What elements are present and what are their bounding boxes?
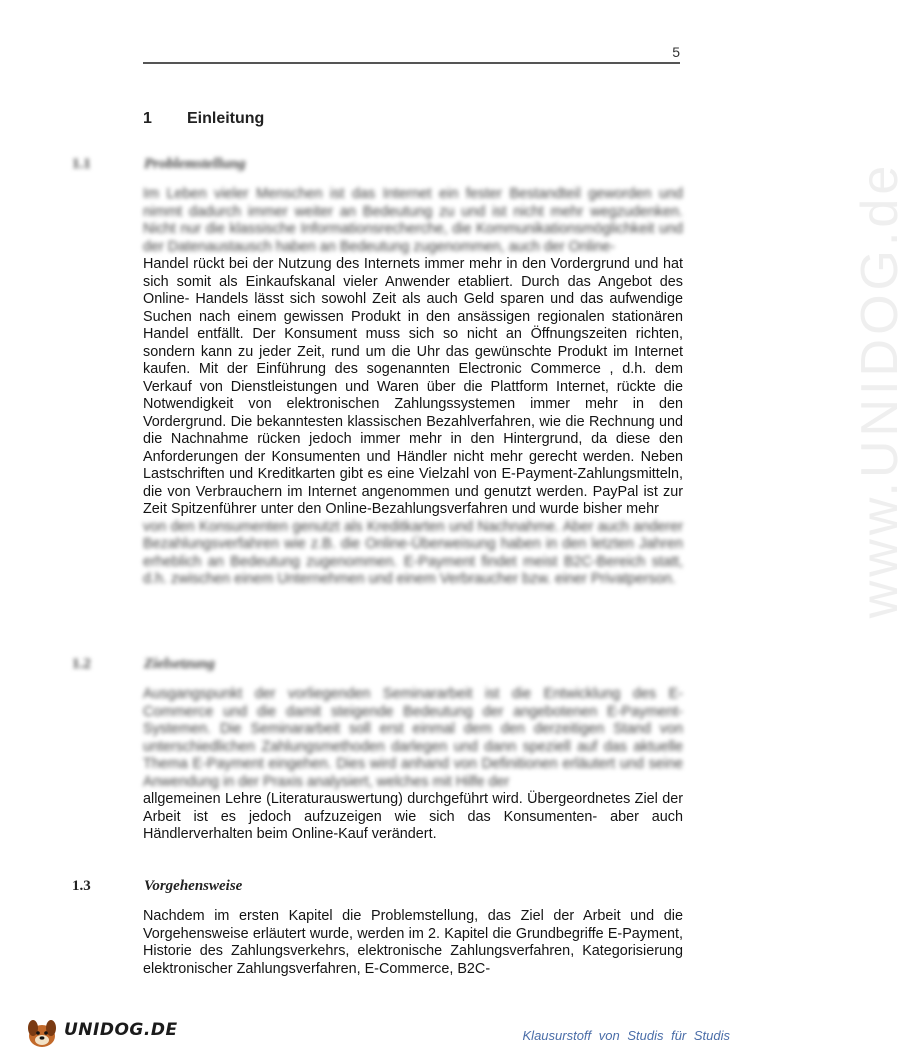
section-title: Problemstellung	[144, 156, 246, 172]
paragraph-vorgehensweise	[143, 908, 683, 978]
footer-tagline: Klausurstoff von Studis für Studis	[522, 1028, 730, 1043]
section-number: 1.1	[72, 156, 91, 172]
unidog-logo	[22, 1014, 182, 1050]
section-number: 1.3	[72, 878, 91, 894]
page-number: 5	[672, 44, 680, 60]
paragraph-problemstellung	[143, 186, 683, 589]
logo-text: UNIDOG.DE	[64, 1020, 178, 1040]
section-title: Zielsetzung	[144, 656, 215, 672]
watermark: www.UNIDOG.de	[851, 161, 909, 619]
section-number: 1.2	[72, 656, 91, 672]
section-heading-1-2	[72, 656, 215, 673]
chapter-number: 1	[143, 110, 152, 127]
dog-icon	[22, 1014, 62, 1050]
chapter-title: Einleitung	[187, 110, 265, 127]
paragraph-text: allgemeinen Lehre (Literaturauswertung) durchgeführt wird. Übergeordnetes Ziel der Arbeit ist es jedoch aufzuzeigen wie sich das Konsumenten- aber auch Händlerverhalten beim Online-Kauf verändert.	[143, 791, 683, 842]
paragraph-text-blurred: von den Konsumenten genutzt als Kreditkarten und Nachnahme. Aber auch anderer Bezahlungsverfahren wie z.B. die Online-Überweisung haben in den letzten Jahren erheblich an Bedeutung zugenommen. E-Payment findet meist B2C-Bereich statt, d.h. zwischen einem Unternehmen und einem Verbraucher bzw. einer Privatperson.	[143, 518, 683, 587]
paragraph-text: Nachdem im ersten Kapitel die Problemstellung, das Ziel der Arbeit und die Vorgehensweise erläutert wurde, werden im 2. Kapitel die Grundbegriffe E-Payment, Historie des Zahlungsverkehrs, elektronische Zahlungsverfahren, Kategorisierung elektronischer Zahlungsverfahren, E-Commerce, B2C-	[143, 908, 683, 977]
paragraph-zielsetzung	[143, 686, 683, 844]
paragraph-text-blurred: Im Leben vieler Menschen ist das Internet ein fester Bestandteil geworden und nimmt dadurch immer weiter an Bedeutung zu und ist nicht mehr wegzudenken. Nicht nur die klassische Informationsrecherche, die Kommunikationsmöglichkeit und der Datenaustausch haben an Bedeutung zugenommen, auch der Online-	[143, 186, 683, 255]
paragraph-text-blurred: Ausgangspunkt der vorliegenden Seminararbeit ist die Entwicklung des E-Commerce und die damit steigende Bedeutung der angebotenen E-Payment-Systemen. Die Seminararbeit soll erst einmal dem den derzeitigen Stand von unterschiedlichen Zahlungsmethoden darlegen und dann speziell auf das aktuelle Thema E-Payment eingehen. Dies wird anhand von Definitionen erläutert und seine Anwendung in der Praxis analysiert, welches mit Hilfe der	[143, 686, 683, 790]
chapter-heading	[143, 110, 264, 128]
section-heading-1-3	[72, 878, 242, 895]
paragraph-text: Handel rückt bei der Nutzung des Internets immer mehr in den Vordergrund und hat sich somit als Einkaufskanal vieler Anwender etabliert. Durch das Angebot des Online- Handels lässt sich sowohl Zeit als auch Geld sparen und das aufwendige Suchen nach einem gewissen Produkt in den ansässigen regionalen stationären Handel entfällt. Der Konsument muss sich so nicht an Öffnungszeiten richten, sondern kann zu jeder Zeit, rund um die Uhr das gewünschte Produkt im Internet kaufen. Mit der Einführung des sogenannten Electronic Commerce , d.h. dem Verkauf von Dienstleistungen und Waren über die Plattform Internet, rückte die Notwendigkeit von elektronischen Zahlungssystemen immer mehr in den Vordergrund. Die bekanntesten klassischen Bezahlverfahren, wie die Rechnung und die Nachnahme rücken jedoch immer mehr in den Hintergrund, da diese den Anforderungen der Konsumenten und Händler nicht mehr gerecht werden. Neben Lastschriften und Kreditkarten gibt es eine Vielzahl von E-Payment-Zahlungsmitteln, die von Verbrauchern im Internet angenommen und genutzt werden. PayPal ist zur Zeit Spitzenführer unter den Online-Bezahlungsverfahren und wurde bisher mehr	[143, 256, 683, 517]
section-title: Vorgehensweise	[144, 878, 243, 894]
header-rule	[143, 62, 680, 64]
section-heading-1-1	[72, 156, 246, 173]
